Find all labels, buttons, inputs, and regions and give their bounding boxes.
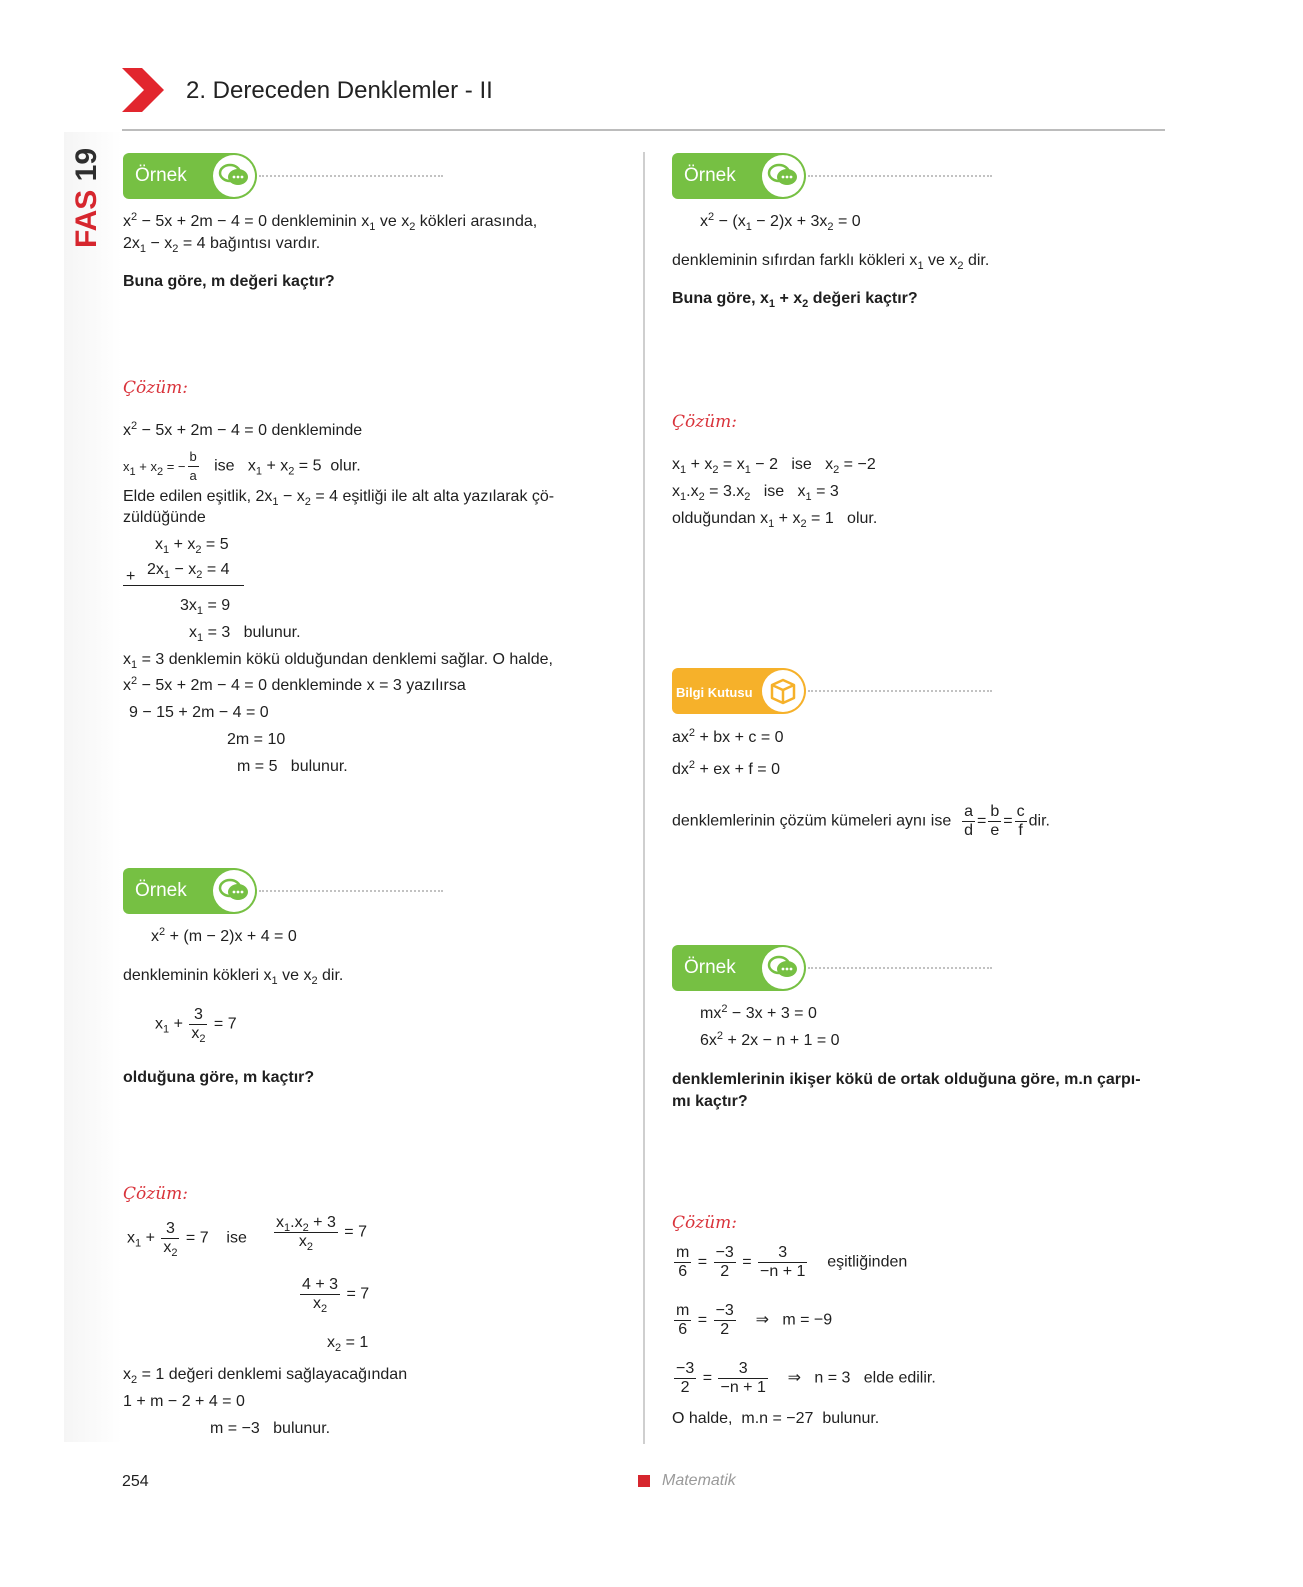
chapter-title: 2. Dereceden Denklemler - II xyxy=(186,77,493,104)
bilgi-eq-2: $dx^2$ + ex + f = 0 xyxy=(672,759,780,778)
side-number: 19 xyxy=(70,147,103,182)
sum-result-2: $x_1 = 3$ bulunur. xyxy=(189,624,301,644)
sol1-line7: 9 − 15 + 2m − 4 = 0 xyxy=(129,704,269,721)
sol2-line3: olduğundan $x_1 + x_2 = 1$ olur. xyxy=(672,510,878,530)
box-icon xyxy=(762,670,804,712)
bilgi-label: Bilgi Kutusu xyxy=(676,685,753,700)
sum-eq-2: $2x_1 - x_2 = 4$ xyxy=(147,561,230,581)
sol4-line3: $\frac{-3}{2}$ = $\frac{3}{-n + 1}$ ⇒ n = 3 elde edilir. xyxy=(676,1360,936,1396)
sol1-line9: m = 5 bulunur. xyxy=(237,758,348,775)
ornek-label: Örnek xyxy=(135,165,187,186)
sol1-line1: $x^2 - 5x + 2m - 4 = 0$ denkleminde xyxy=(123,420,363,439)
sum-rule xyxy=(123,585,244,586)
speech-bubble-icon xyxy=(213,155,255,197)
sum-result-1: $3x_1 = 9$ xyxy=(180,597,231,617)
sol2-line2: $x_1.x_2 = 3.x_2$ ise $x_1 = 3$ xyxy=(672,483,839,503)
ex1-relation: $2x_1 - x_2 = 4$ bağıntısı vardır. xyxy=(123,235,321,255)
bilgi-eq-1: $ax^2$ + bx + c = 0 xyxy=(672,727,784,746)
ex4-question-1: denklemlerinin ikişer kökü de ortak olduğuna göre, m.n çarpı- xyxy=(672,1071,1141,1088)
sol3-line6: 1 + m − 2 + 4 = 0 xyxy=(123,1393,245,1410)
sum-eq-1: $x_1 + x_2 = 5$ xyxy=(155,536,229,556)
sol4-line2: $\frac{m}{6}$ = $\frac{-3}{2}$ ⇒ m = −9 xyxy=(676,1302,833,1338)
ex3-roots: denkleminin kökleri $x_1$ ve $x_2$ dir. xyxy=(123,967,344,987)
ornek-badge-1 xyxy=(123,153,443,199)
cozum-label-1: Çözüm: xyxy=(123,378,188,398)
ex3-condition: $x_1$ + $\frac{3}{x_2}$ = 7 xyxy=(155,1006,237,1045)
sol3-line1: $x_1$ + $\frac{3}{x_2}$ = 7 ise xyxy=(127,1220,247,1259)
speech-bubble-icon xyxy=(213,870,255,912)
sol3-frac1: $\frac{x_1.x_2 + 3}{x_2}$ = 7 xyxy=(276,1214,367,1253)
sol1-line6: $x^2 - 5x + 2m - 4 = 0$ denkleminde x = 3 yazılırsa xyxy=(123,675,466,694)
bilgi-rule: denklemlerinin çözüm kümeleri aynı ise $\frac{a}{d}$ = $\frac{b}{e}$ = $\frac{c}{f}$ dir. xyxy=(672,803,1050,839)
page-number: 254 xyxy=(122,1473,149,1490)
sol1-line2: $x_1 + x_2$ = − $\frac{b}{a}$ ise $x_1 + x_2 = 5$ olur. xyxy=(123,449,361,483)
sol1-line3: Elde edilen eşitlik, $2x_1 - x_2 = 4$ eşitliği ile alt alta yazılarak çö- xyxy=(123,488,555,508)
ex3-equation: $x^2 + (m - 2)x + 4 = 0$ xyxy=(151,926,297,945)
sol3-line7: m = −3 bulunur. xyxy=(210,1420,331,1437)
sol3-frac2: $\frac{4 + 3}{x_2}$ = 7 xyxy=(302,1276,370,1315)
ornek-label: Örnek xyxy=(684,957,736,978)
cozum-label-3: Çözüm: xyxy=(123,1184,188,1204)
cozum-label-2: Çözüm: xyxy=(672,412,737,432)
ex2-roots: denkleminin sıfırdan farklı kökleri $x_1$ ve $x_2$ dir. xyxy=(672,252,990,272)
speech-bubble-icon xyxy=(762,947,804,989)
side-strip xyxy=(64,132,122,1442)
footer-subject: Matematik xyxy=(662,1472,736,1489)
sol4-line4: O halde, m.n = −27 bulunur. xyxy=(672,1410,880,1427)
bilgi-kutusu-badge xyxy=(672,668,992,714)
ornek-label: Örnek xyxy=(684,165,736,186)
ornek-badge-2 xyxy=(672,153,992,199)
ornek-badge-4 xyxy=(672,945,992,991)
sol4-line1: $\frac{m}{6}$ = $\frac{-3}{2}$ = $\frac{3}{-n + 1}$ eşitliğinden xyxy=(676,1244,908,1280)
chevron-icon xyxy=(122,68,164,112)
header-rule xyxy=(122,129,1165,131)
sol3-line5: $x_2 = 1$ değeri denklemi sağlayacağından xyxy=(123,1366,408,1386)
ex4-eq-1: $mx^2 - 3x + 3 = 0$ xyxy=(700,1003,817,1022)
ex4-question-2: mı kaçtır? xyxy=(672,1093,748,1110)
side-label-text: FAS xyxy=(70,189,103,249)
ornek-badge-3 xyxy=(123,868,443,914)
ex2-equation: $x^2 - (x_1 - 2)x + 3x_2 = 0$ xyxy=(700,211,861,233)
sol3-line4: $x_2 = 1$ xyxy=(327,1334,369,1354)
ex4-eq-2: $6x^2 + 2x - n + 1 = 0$ xyxy=(700,1030,840,1049)
footer-square-icon xyxy=(638,1475,650,1487)
column-divider xyxy=(643,152,645,1444)
ex2-question: Buna göre, $x_1 + x_2$ değeri kaçtır? xyxy=(672,290,918,310)
ex3-question: olduğuna göre, m kaçtır? xyxy=(123,1069,315,1086)
ornek-label: Örnek xyxy=(135,880,187,901)
sol2-line1: $x_1 + x_2 = x_1 - 2$ ise $x_2 = -2$ xyxy=(672,456,876,476)
sol1-line8: 2m = 10 xyxy=(227,731,286,748)
speech-bubble-icon xyxy=(762,155,804,197)
sol1-line4: züldüğünde xyxy=(123,509,206,526)
ex1-equation: $x^2 - 5x + 2m - 4 = 0$ denkleminin $x_1$ ve $x_2$ kökleri arasında, xyxy=(123,211,538,233)
cozum-label-4: Çözüm: xyxy=(672,1213,737,1233)
plus-sign: + xyxy=(126,568,136,585)
side-label xyxy=(71,146,103,250)
sol1-line5: $x_1 = 3$ denklemin kökü olduğundan denklemi sağlar. O halde, xyxy=(123,651,553,671)
ex1-question: Buna göre, m değeri kaçtır? xyxy=(123,273,335,290)
